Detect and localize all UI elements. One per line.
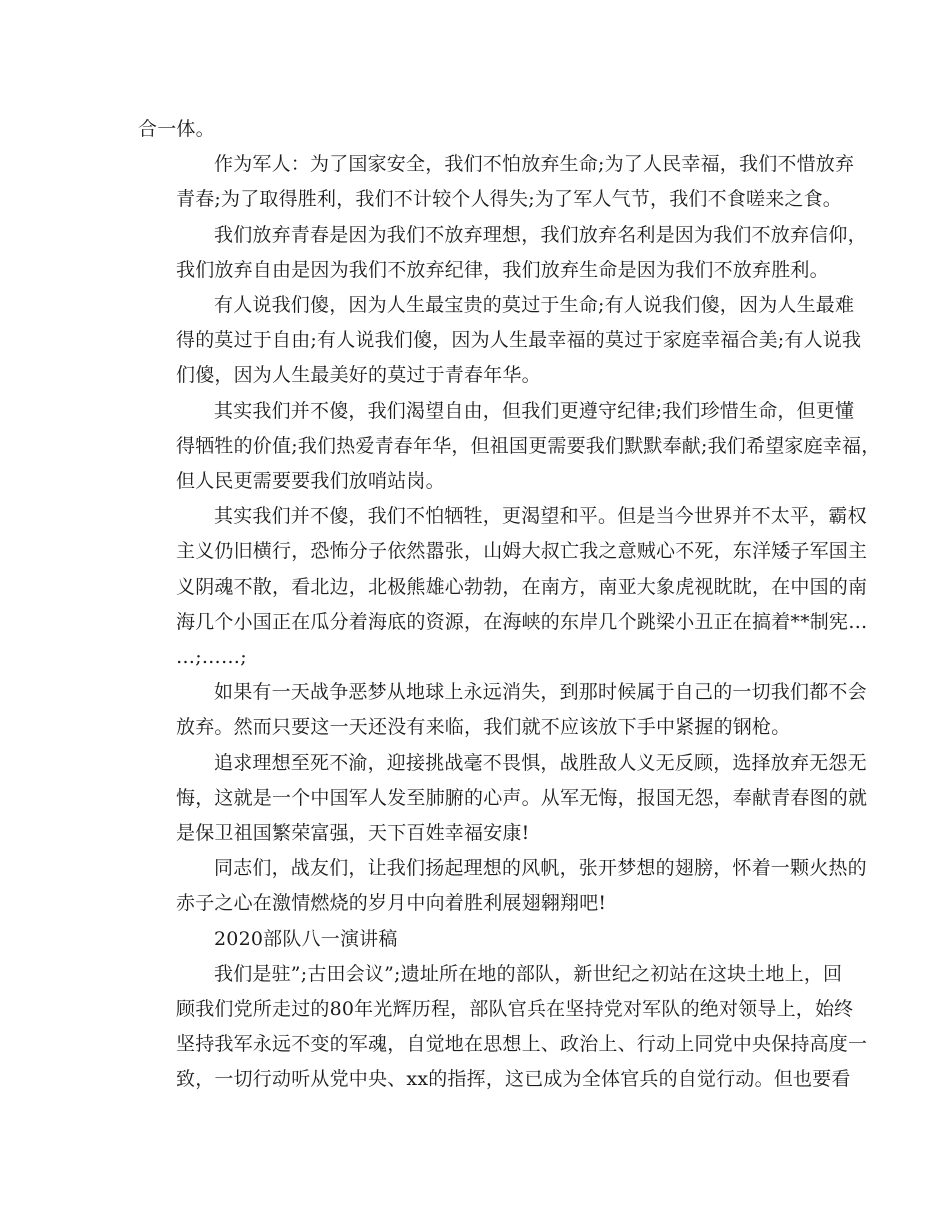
paragraph-line: 青春;为了取得胜利，我们不计较个人得失;为了军人气节，我们不食嗟来之食。: [176, 188, 843, 211]
paragraph-line: 合一体。: [138, 118, 215, 140]
paragraph-line: 主义仍旧横行，恐怖分子依然嚣张，山姆大叔亡我之意贼心不死，东洋矮子军国主: [176, 540, 868, 563]
paragraph: [138, 675, 867, 745]
paragraph: [138, 746, 868, 852]
paragraph-line: 其实我们并不傻，我们不怕牺牲，更渴望和平。但是当今世界并不太平，霸权: [214, 505, 867, 528]
paragraph-line: 但人民更需要要我们放哨站岗。: [176, 470, 445, 493]
paragraph-line: 是保卫祖国繁荣富强，天下百姓幸福安康!: [176, 822, 530, 845]
paragraph-line: 得牺牲的价值;我们热爱青春年华，但祖国更需要我们默默奉献;我们希望家庭幸福，: [176, 434, 881, 457]
paragraph-line: 海几个小国正在瓜分着海底的资源，在海峡的东岸几个跳梁小丑正在搞着**制宪…: [176, 610, 868, 633]
paragraph-line: 我们放弃自由是因为我们不放弃纪律，我们放弃生命是因为我们不放弃胜利。: [176, 258, 829, 281]
paragraph-line: 其实我们并不傻，我们渴望自由，但我们更遵守纪律;我们珍惜生命，但更懂: [214, 399, 855, 422]
paragraph-line: 作为军人：为了国家安全，我们不怕放弃生命;为了人民幸福，我们不惜放弃: [214, 153, 855, 176]
paragraph: [138, 218, 867, 288]
paragraph-line: 顾我们党所走过的80年光辉历程，部队官兵在坚持党对军队的绝对领导上，始终: [176, 998, 854, 1021]
paragraph-line: …;……;: [176, 646, 247, 669]
paragraph-line: 得的莫过于自由;有人说我们傻，因为人生最幸福的莫过于家庭幸福合美;有人说我: [176, 329, 862, 352]
paragraph: [138, 147, 855, 217]
paragraph-line: 2020部队八一演讲稿: [214, 927, 398, 950]
paragraph-line: 如果有一天战争恶梦从地球上永远消失，到那时候属于自己的一切我们都不会: [214, 681, 867, 704]
paragraph-line: 致，一切行动听从党中央、xx的指挥，这已成为全体官兵的自觉行动。但也要看: [176, 1068, 851, 1091]
paragraph: [138, 922, 828, 957]
paragraph: [138, 499, 868, 675]
paragraph-line: 放弃。然而只要这一天还没有来临，我们就不应该放下手中紧握的钢枪。: [176, 716, 791, 739]
paragraph: [138, 394, 881, 500]
paragraph-line: 我们是驻”;古田会议”;遗址所在地的部队，新世纪之初站在这块土地上，回: [214, 962, 843, 985]
paragraph-line: 我们放弃青春是因为我们不放弃理想，我们放弃名利是因为我们不放弃信仰，: [214, 223, 867, 246]
paragraph: [138, 288, 862, 394]
paragraph: [138, 957, 868, 1098]
paragraph-line: 同志们，战友们，让我们扬起理想的风帆，张开梦想的翅膀，怀着一颗火热的: [214, 857, 867, 880]
paragraph-line: 坚持我军永远不变的军魂，自觉地在思想上、政治上、行动上同党中央保持高度一: [176, 1033, 868, 1056]
paragraph-line: 们傻，因为人生最美好的莫过于青春年华。: [176, 364, 541, 387]
paragraph: [138, 851, 867, 921]
paragraph: [138, 112, 828, 147]
paragraph-line: 有人说我们傻，因为人生最宝贵的莫过于生命;有人说我们傻，因为人生最难: [214, 294, 855, 317]
paragraph-line: 追求理想至死不渝，迎接挑战毫不畏惧，战胜敌人义无反顾，选择放弃无怨无: [214, 751, 867, 774]
paragraph-line: 悔，这就是一个中国军人发至肺腑的心声。从军无悔，报国无怨，奉献青春图的就: [176, 786, 868, 809]
paragraph-line: 赤子之心在激情燃烧的岁月中向着胜利展翅翱翔吧!: [176, 892, 607, 915]
document-body: [138, 112, 881, 1098]
paragraph-line: 义阴魂不散，看北边，北极熊雄心勃勃，在南方，南亚大象虎视眈眈，在中国的南: [176, 575, 868, 598]
